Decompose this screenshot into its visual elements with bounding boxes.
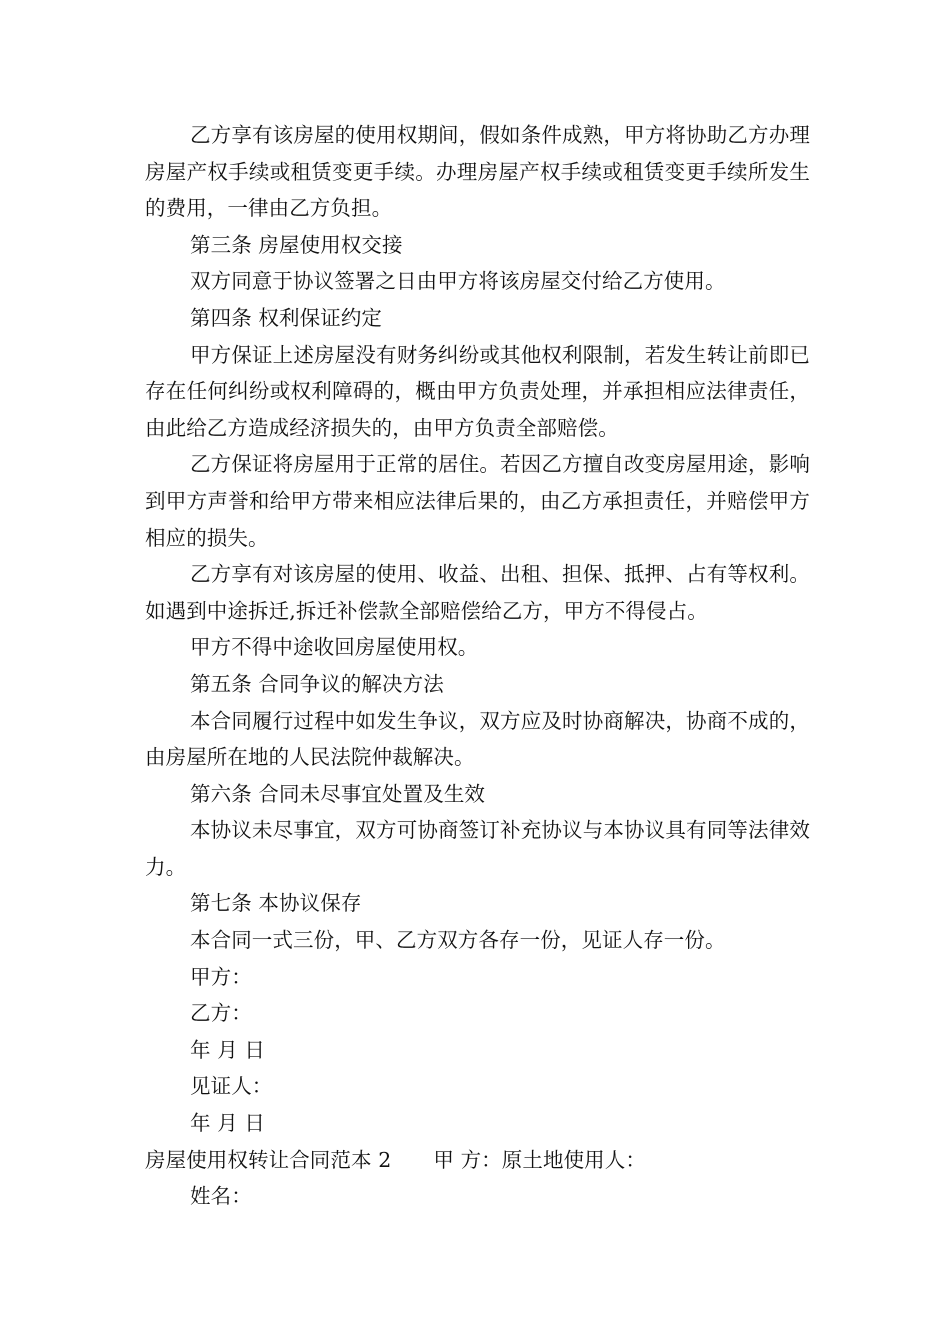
witness-signature: 见证人：	[190, 1074, 273, 1099]
date-line-2: 年 月 日	[190, 1111, 266, 1136]
paragraph-1: 乙方享有该房屋的使用权期间，假如条件成熟，甲方将协助乙方办理房屋产权手续或租赁变更手续。办理房屋产权手续或租赁变更手续所发生的费用，一律由乙方负担。	[145, 123, 810, 221]
party-a-original-user: 甲 方：原土地使用人：	[433, 1147, 646, 1172]
article-5-heading: 第五条 合同争议的解决方法	[190, 671, 444, 696]
name-field-label: 姓名：	[190, 1184, 252, 1209]
sample-2-title: 房屋使用权转让合同范本 2	[145, 1147, 392, 1172]
document-body	[145, 117, 810, 1215]
paragraph-6: 甲方不得中途收回房屋使用权。	[190, 635, 479, 660]
date-line-1: 年 月 日	[190, 1037, 266, 1062]
party-b-signature: 乙方：	[190, 1001, 252, 1026]
article-6-heading: 第六条 合同未尽事宜处置及生效	[190, 781, 486, 806]
paragraph-4: 乙方保证将房屋用于正常的居住。若因乙方擅自改变房屋用途，影响到甲方声誉和给甲方带来相应法律后果的，由乙方承担责任，并赔偿甲方相应的损失。	[145, 452, 810, 550]
paragraph-7: 本合同履行过程中如发生争议，双方应及时协商解决，协商不成的，由房屋所在地的人民法院仲裁解决。	[145, 708, 810, 770]
article-7-heading: 第七条 本协议保存	[190, 891, 362, 916]
article-4-heading: 第四条 权利保证约定	[190, 305, 383, 330]
sample-2-title-line	[145, 1142, 810, 1179]
paragraph-5: 乙方享有对该房屋的使用、收益、出租、担保、抵押、占有等权利。如遇到中途拆迁,拆迁补偿款全部赔偿给乙方，甲方不得侵占。	[145, 562, 810, 623]
party-a-signature: 甲方：	[190, 964, 252, 989]
paragraph-2: 双方同意于协议签署之日由甲方将该房屋交付给乙方使用。	[190, 269, 726, 294]
paragraph-3: 甲方保证上述房屋没有财务纠纷或其他权利限制，若发生转让前即已存在任何纠纷或权利障碍的，概由甲方负责处理，并承担相应法律责任，由此给乙方造成经济损失的，由甲方负责全部赔偿。	[145, 342, 810, 440]
paragraph-9: 本合同一式三份，甲、乙方双方各存一份，见证人存一份。	[190, 928, 726, 953]
article-3-heading: 第三条 房屋使用权交接	[190, 232, 403, 257]
paragraph-8: 本协议未尽事宜，双方可协商签订补充协议与本协议具有同等法律效力。	[145, 818, 810, 879]
